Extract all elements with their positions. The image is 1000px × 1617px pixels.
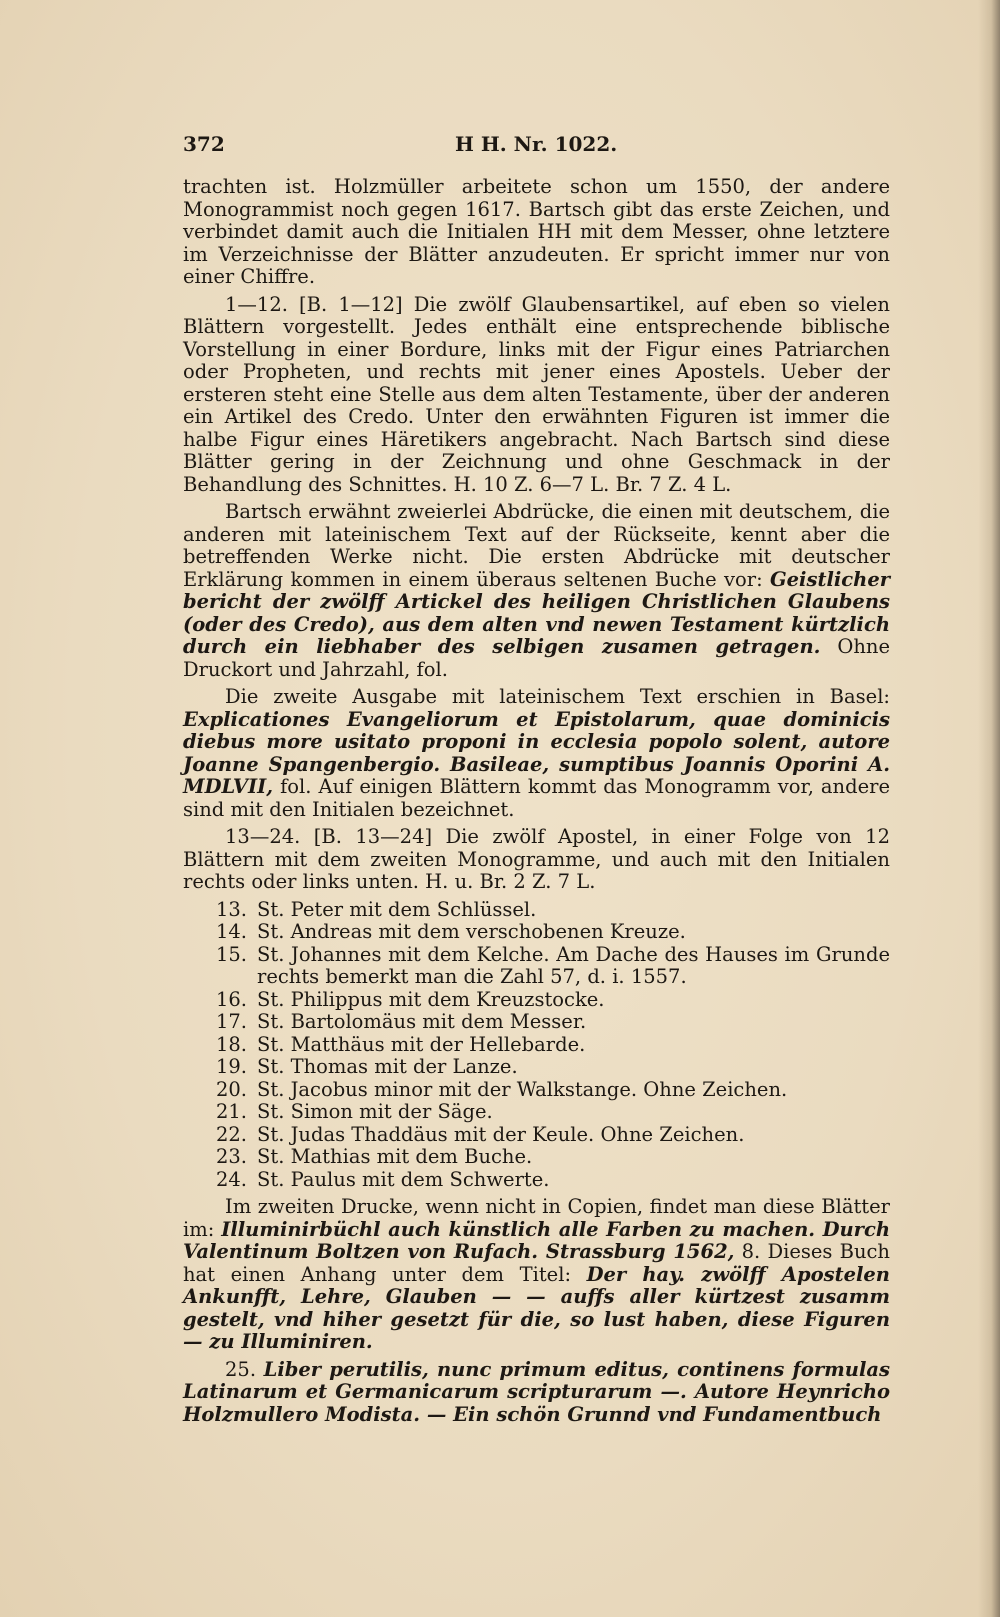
book-title-liber-perutilis: Liber perutilis, nunc primum editus, continens formulas Latinarum et Germanicarum scripturarum —. Autore Heynricho Holzmullero Modista. — Ein schön Grunnd vnd Fundamentbuch bbox=[183, 1357, 890, 1426]
book-title-illuminirbuechl: Illuminirbüchl auch künstlich alle Farben zu machen. Durch Valentinum Boltzen von Rufach. Strassburg 1562, bbox=[183, 1217, 890, 1263]
apostle-list bbox=[183, 899, 890, 1192]
paragraph-impressions-text-a: Bartsch erwähnt zweierlei Abdrücke, die einen mit deutschem, die anderen mit lateinischem Text auf der Rückseite, kennt aber die betreffenden Werke nicht. Die ersten Abdrücke mit deutscher Erklärung kommen in einem überaus seltenen Buche vor: bbox=[183, 500, 890, 591]
list-item bbox=[183, 989, 890, 1012]
paragraph-item-25 bbox=[183, 1359, 890, 1427]
list-item bbox=[183, 899, 890, 922]
paragraph-second-edition bbox=[183, 686, 890, 821]
paragraph-apostles: 13—24. [B. 13—24] Die zwölf Apostel, in einer Folge von 12 Blättern mit dem zweiten Monogramme, und auch mit den Initialen rechts oder links unten. H. u. Br. 2 Z. 7 L. bbox=[183, 825, 890, 893]
item-25-number: 25. bbox=[225, 1357, 264, 1381]
list-item bbox=[183, 1124, 890, 1147]
list-item-text: St. Johannes mit dem Kelche. Am Dache des Hauses im Grunde rechts bemerkt man die Zahl 57, d. i. 1557. bbox=[257, 942, 890, 988]
list-item-text: St. Thomas mit der Lanze. bbox=[257, 1055, 518, 1078]
paragraph-second-print bbox=[183, 1196, 890, 1354]
list-item bbox=[183, 1056, 890, 1079]
list-item bbox=[183, 921, 890, 944]
list-item-number: 16. bbox=[215, 987, 247, 1011]
paragraph-articles: 1—12. [B. 1—12] Die zwölf Glaubensartikel, auf eben so vielen Blättern vorgestellt. Jedes enthält eine entsprechende biblische Vorstellung in einer Bordure, links mit der Figur eines Patriarchen oder Propheten, und rechts mit jener eines Apostels. Ueber der ersteren steht eine Stelle aus dem alten Testamente, über der anderen ein Artikel des Credo. Unter den erwähnten Figuren ist immer die halbe Figur eines Häretikers angebracht. Nach Bartsch sind diese Blätter gering in der Zeichnung und ohne Geschmack in der Behandlung des Schnittes. H. 10 Z. 6—7 L. Br. 7 Z. 4 L. bbox=[183, 292, 890, 496]
list-item-number: 24. bbox=[215, 1167, 247, 1191]
list-item-number: 23. bbox=[215, 1145, 247, 1168]
paragraph-second-print-text-c: 8. Dieses Buch hat einen Anhang unter dem Titel: bbox=[183, 1240, 890, 1286]
book-title-apostelen: Der hay. zwölff Apostelen Ankunfft, Lehre, Glauben — — auffs aller kürtzest zusamm gestelt, vnd hiher gesetzt für die, so lust haben, diese Figuren — zu Illuminiren. bbox=[183, 1262, 890, 1353]
list-item bbox=[183, 1034, 890, 1057]
paragraph-second-print-text-a: Im zweiten Drucke, wenn nicht in Copien, findet man diese Blätter im: bbox=[183, 1195, 890, 1241]
list-item-text: St. Philippus mit dem Kreuzstocke. bbox=[257, 987, 605, 1011]
list-item-text: St. Mathias mit dem Buche. bbox=[257, 1145, 533, 1168]
paragraph-impressions-text-c: Ohne Druckort und Jahrzahl, fol. bbox=[183, 635, 891, 681]
list-item-text: St. Matthäus mit der Hellebarde. bbox=[257, 1032, 586, 1056]
paragraph-impressions bbox=[183, 501, 890, 681]
list-item-text: St. Andreas mit dem verschobenen Kreuze. bbox=[257, 920, 686, 943]
paragraph-intro: trachten ist. Holzmüller arbeitete schon um 1550, der andere Monogrammist noch gegen 1617. Bartsch gibt das erste Zeichen, und verbindet damit auch die Initialen HH mit dem Messer, ohne letztere im Verzeichnisse der Blätter anzudeuten. Er spricht immer nur von einer Chiffre. bbox=[183, 175, 890, 288]
list-item bbox=[183, 1101, 890, 1124]
list-item-text: St. Bartolomäus mit dem Messer. bbox=[257, 1010, 587, 1033]
list-item-number: 22. bbox=[215, 1122, 247, 1146]
list-item-number: 18. bbox=[215, 1032, 247, 1056]
paragraph-second-edition-text-c: fol. Auf einigen Blättern kommt das Monogramm vor, andere sind mit den Initialen bezeichnet. bbox=[183, 775, 890, 821]
running-header bbox=[183, 132, 890, 158]
list-item-number: 14. bbox=[215, 920, 247, 943]
list-item-text: St. Simon mit der Säge. bbox=[257, 1100, 493, 1123]
list-item-text: St. Judas Thaddäus mit der Keule. Ohne Zeichen. bbox=[257, 1122, 745, 1146]
page-edge-shadow bbox=[978, 0, 1000, 1617]
list-item-number: 20. bbox=[215, 1077, 247, 1101]
list-item-number: 13. bbox=[215, 897, 247, 921]
book-title-explicationes: Explicationes Evangeliorum et Epistolarum, quae dominicis diebus more usitato proponi in ecclesia popolo solent, autore Joanne Spangenbergio. Basileae, sumptibus Joannis Oporini A. MDLVII, bbox=[183, 707, 890, 798]
list-item-number: 15. bbox=[215, 942, 247, 966]
list-item bbox=[183, 944, 890, 989]
list-item bbox=[183, 1146, 890, 1169]
list-item-text: St. Paulus mit dem Schwerte. bbox=[257, 1167, 550, 1191]
book-title-geistlicher-bericht: Geistlicher bericht der zwölff Artickel des heiligen Christlichen Glaubens (oder des Credo), aus dem alten vnd newen Testament kürtzlich durch ein liebhaber des selbigen zusamen getragen. bbox=[183, 567, 890, 658]
paragraph-second-edition-text-a: Die zweite Ausgabe mit lateinischem Text erschien in Basel: bbox=[225, 685, 890, 708]
body-text bbox=[183, 176, 890, 1431]
page-number: 372 bbox=[183, 132, 225, 156]
list-item-text: St. Peter mit dem Schlüssel. bbox=[257, 897, 537, 921]
list-item bbox=[183, 1079, 890, 1102]
list-item bbox=[183, 1169, 890, 1192]
header-title: H H. Nr. 1022. bbox=[455, 132, 618, 156]
list-item-number: 21. bbox=[215, 1100, 247, 1123]
list-item-number: 17. bbox=[215, 1010, 247, 1033]
list-item bbox=[183, 1011, 890, 1034]
list-item-text: St. Jacobus minor mit der Walkstange. Ohne Zeichen. bbox=[257, 1077, 788, 1101]
list-item-number: 19. bbox=[215, 1055, 247, 1078]
